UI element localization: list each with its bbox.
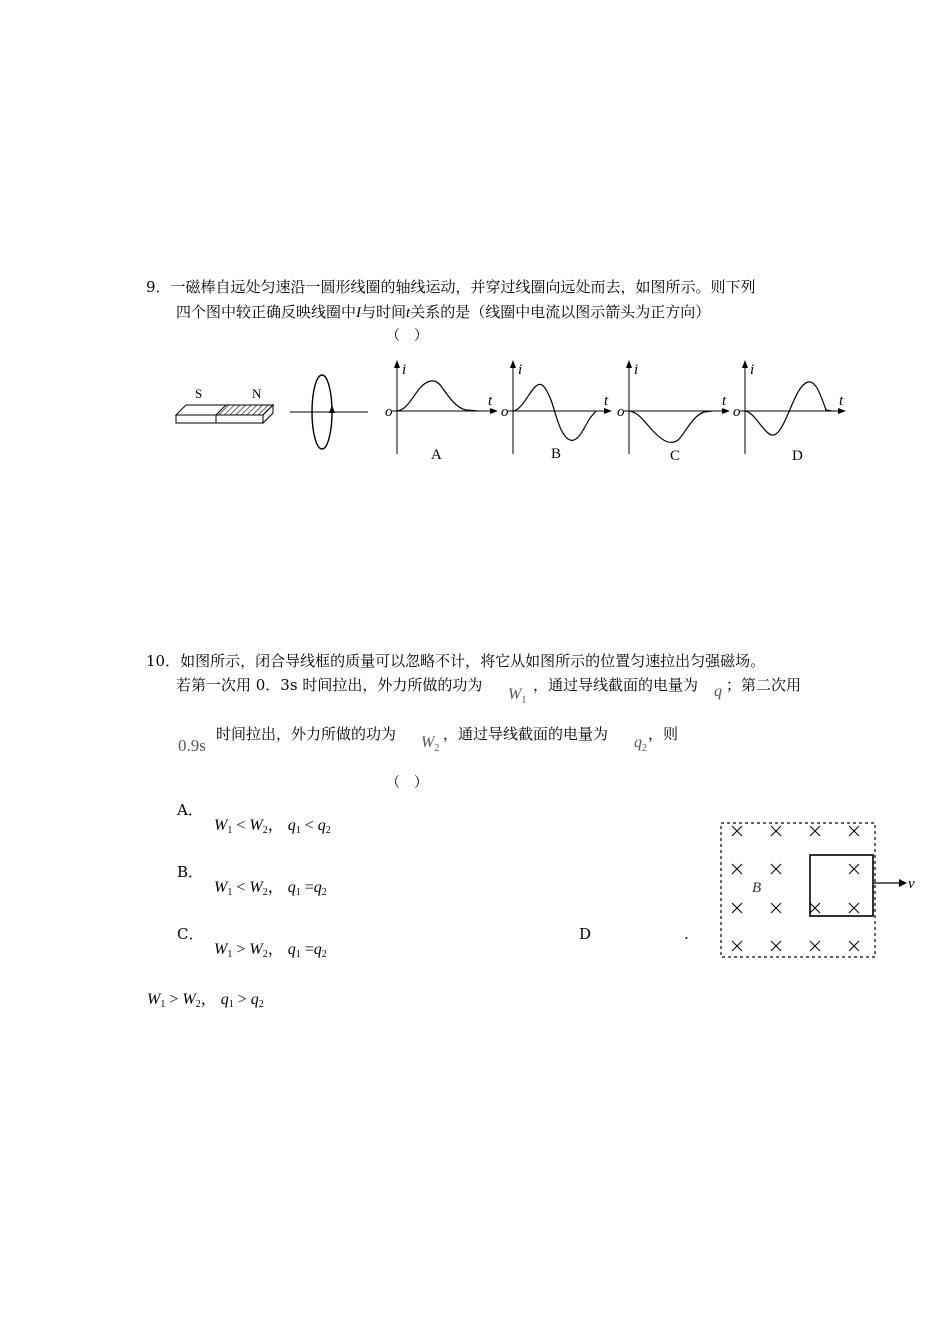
- field-region-boundary: [721, 823, 875, 957]
- option-c-label: C．: [177, 925, 204, 943]
- magnet-n-label: N: [252, 386, 262, 401]
- graph-D-origin: o: [733, 404, 741, 420]
- option-a-label: A．: [177, 801, 203, 819]
- graph-C-ylabel: i: [634, 362, 639, 378]
- graph-D-xlabel: t: [839, 393, 844, 409]
- graph-A: [380, 358, 500, 468]
- q10-number: 10．: [146, 652, 181, 670]
- graph-D-curve: [745, 382, 832, 435]
- q10-w1-symbol: $W_1$: [508, 686, 527, 706]
- q9-line2: [176, 302, 710, 323]
- graph-A-ylabel: i: [402, 362, 407, 378]
- graph-A-label: A: [431, 447, 442, 463]
- option-c-formula: $W_1 > W_2$， $q_1 =q_2$: [214, 941, 327, 960]
- q10-line3a: 时间拉出，外力所做的功为: [216, 725, 397, 743]
- graph-C-origin: o: [617, 404, 625, 420]
- graph-C: [612, 358, 732, 468]
- q10-line2a: 若第一次用 0．3s 时间拉出，外力所做的功为: [176, 676, 483, 694]
- coil-figure: [288, 372, 368, 452]
- q10-line2b: ，通过导线截面的电量为: [533, 676, 699, 694]
- option-d-formula: $W_1 > W_2$， $q_1 > q_2$: [147, 991, 264, 1010]
- magnet-front-face: [176, 415, 263, 423]
- option-d-dot: .: [684, 925, 689, 943]
- option-b-label: B．: [177, 863, 204, 881]
- graph-B-ylabel: i: [518, 362, 523, 378]
- graph-B-curve: [513, 384, 596, 440]
- magnet-figure: [170, 384, 270, 424]
- q9-number: 9．: [146, 278, 171, 296]
- q10-time2: 0.9s: [178, 736, 206, 755]
- q9-line1: [146, 277, 756, 297]
- graph-A-curve: [397, 381, 478, 411]
- graph-C-curve: [629, 411, 712, 442]
- q10-q1-symbol: q: [714, 683, 722, 700]
- graph-B-origin: o: [501, 404, 509, 420]
- graph-D-ylabel: i: [750, 362, 755, 378]
- q10-stem-line1: 如图所示，闭合导线框的质量可以忽略不计，将它从如图所示的位置匀速拉出匀强磁场。: [180, 652, 766, 670]
- q10-q2-symbol: $q_2$: [634, 734, 647, 754]
- q10-answer-bracket: （ ）: [386, 775, 428, 791]
- magnet-s-label: S: [195, 386, 203, 401]
- graph-D-label: D: [792, 448, 803, 464]
- q10-line3b: ，通过导线截面的电量为: [443, 725, 609, 743]
- graph-D: [728, 358, 848, 468]
- wire-frame: [810, 855, 873, 916]
- q9-stem-line1: 一磁棒自远处匀速沿一圆形线圈的轴线运动，并穿过线圈向远处而去，如图所示。则下列: [170, 278, 756, 296]
- graph-C-xlabel: t: [722, 393, 727, 409]
- magnetic-field-figure: [716, 818, 926, 958]
- q9-symbol-I: I: [356, 305, 362, 321]
- q9-answer-bracket: （ ）: [386, 328, 428, 344]
- field-label-B: B: [752, 880, 762, 896]
- graph-B: [496, 358, 616, 468]
- q10-line1: [146, 651, 765, 671]
- current-direction-arrow: [329, 405, 335, 413]
- graph-B-label: B: [551, 446, 562, 462]
- q9-stem-line2b: 与时间: [361, 303, 407, 321]
- q10-w2-symbol: $W_2$: [421, 734, 440, 754]
- graph-A-origin: o: [385, 404, 393, 420]
- option-d-label: D: [579, 925, 592, 943]
- option-b-formula: $W_1 < W_2$， $q_1 =q_2$: [214, 879, 327, 898]
- graph-B-xlabel: t: [604, 393, 609, 409]
- graph-C-label: C: [670, 448, 681, 464]
- q9-stem-line2c: 关系的是（线圈中电流以图示箭头为正方向）: [410, 303, 711, 321]
- graph-A-xlabel: t: [488, 393, 493, 409]
- q9-symbol-t: t: [406, 305, 411, 321]
- velocity-label-v: v: [908, 876, 915, 892]
- q10-line2c: ；第二次用: [726, 676, 802, 694]
- q10-line3c: ，则: [648, 725, 679, 743]
- q9-stem-line2a: 四个图中较正确反映线圈中: [176, 303, 357, 321]
- option-a-formula: $W_1 < W_2$， $q_1 < q_2$: [214, 817, 331, 836]
